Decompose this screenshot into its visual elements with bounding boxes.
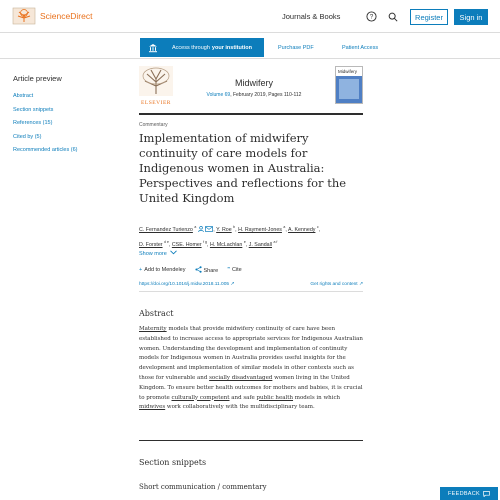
elsevier-tree-icon (139, 66, 173, 96)
show-more-label: Show more (139, 251, 167, 257)
elsevier-wordmark: ELSEVIER (141, 100, 171, 106)
journal-meta-rest: , February 2019, Pages 110-112 (230, 92, 302, 98)
feedback-button[interactable] (440, 487, 498, 500)
article-outline-sidebar (13, 74, 123, 160)
author-link[interactable]: J. Sandall (248, 241, 272, 248)
patient-access-link[interactable]: Patient Access (342, 45, 379, 51)
term-link[interactable]: Maternity (139, 326, 167, 332)
author-list: C. Fernandez Turienzo $^a$ , Y. Roe $^b$, H. Rayment-Jones $^a$, A. Kennedy $^c$, D. Forster $^{d e}$, CSE. Homer $^{f g}$, H. McLachlan $^e$, J. Sandall $^{a f}$ (139, 225, 321, 248)
doi-text: https://doi.org/10.1016/j.midw.2018.11.005 (139, 282, 230, 287)
author-affiliation: c (316, 225, 319, 229)
author-affiliation: b (233, 225, 236, 229)
chat-bubble-icon (483, 491, 490, 497)
share-label: Share (203, 268, 219, 274)
author-link[interactable]: D. Forster (139, 241, 163, 248)
share-icon (195, 266, 202, 273)
author-affiliation: a (194, 225, 197, 229)
elsevier-tree-logo-icon[interactable] (12, 7, 36, 25)
journal-cover-image[interactable] (335, 66, 363, 104)
author-link[interactable]: H. McLachlan (209, 241, 243, 248)
register-button[interactable]: Register (410, 9, 448, 25)
access-bar (0, 36, 500, 59)
rights-text: Get rights and content (310, 282, 358, 287)
sign-in-button[interactable]: Sign in (454, 9, 488, 25)
term-link[interactable]: public health (256, 394, 294, 401)
term-link[interactable]: midwives (139, 404, 166, 411)
chevron-down-icon (170, 250, 177, 255)
rights-link[interactable] (310, 282, 363, 287)
doi-link[interactable] (139, 282, 234, 287)
author-link[interactable]: CSE. Homer (171, 241, 202, 248)
article-type-label: Commentary (139, 122, 168, 128)
cite-button[interactable] (227, 267, 242, 273)
article-actions (139, 266, 242, 274)
external-link-icon: ↗ (358, 282, 363, 287)
email-icon[interactable] (205, 226, 213, 232)
header-divider (139, 113, 363, 115)
doi-row (139, 279, 363, 292)
journal-name-link[interactable]: Midwifery (234, 78, 273, 88)
elsevier-publisher-logo[interactable] (139, 66, 173, 104)
author-link[interactable]: A. Kennedy (288, 226, 316, 233)
section-snippets-heading: Section snippets (139, 458, 207, 467)
cite-label: Cite (231, 267, 242, 273)
sidebar-item-recommended-articles[interactable]: Recommended articles (6) (13, 147, 78, 153)
author-affiliation: f g (203, 239, 207, 244)
author-affiliation: a f (273, 239, 278, 244)
journal-cover-art (339, 79, 359, 99)
sidebar-item-cited-by[interactable]: Cited by (5) (13, 133, 42, 140)
person-icon[interactable] (198, 226, 204, 232)
sidebar-item-section-snippets[interactable]: Section snippets (13, 106, 54, 113)
search-icon[interactable] (386, 10, 399, 23)
abstract-text (139, 325, 365, 413)
purchase-pdf-link[interactable]: Purchase PDF (278, 45, 314, 51)
svg-text:?: ? (369, 13, 374, 21)
institution-icon (148, 43, 158, 53)
add-to-mendeley-button[interactable] (139, 267, 186, 273)
sciencedirect-brand-link[interactable]: ScienceDirect (40, 11, 93, 21)
show-more-toggle[interactable] (139, 250, 177, 257)
top-header (0, 0, 500, 33)
abstract-segment: models that provide midwifery continuity of care have been established to increase access to appropriate services for Indigenous Australian women. Understanding the development and implementation of continuity models for Indigenous women in Australia provides useful insights for the development and implementation of similar models in other contexts such as those for vulnerable and (139, 326, 363, 381)
author-link[interactable]: H. Rayment-Jones (238, 226, 282, 233)
abstract-segment: and safe (229, 394, 257, 401)
access-bold-text: your institution (211, 44, 252, 51)
quote-icon: ” (227, 267, 230, 273)
external-link-icon: ↗ (230, 282, 235, 287)
author-affiliation: d e (164, 239, 169, 244)
article-title: Implementation of midwifery continuity of care models for Indigenous women in Australia: Perspectives and reflections for the United Kingdom (139, 131, 347, 205)
abstract-segment: women living in the United Kingdom. To ensure better health outcomes for mothers and babies, it is crucial to promote (139, 374, 363, 401)
term-link[interactable]: culturally competent (171, 394, 230, 401)
share-button[interactable] (195, 266, 219, 274)
author-affiliation: e (243, 239, 246, 244)
access-through-institution-button[interactable] (140, 38, 264, 57)
short-communication-heading: Short communication / commentary (139, 483, 267, 491)
help-icon[interactable] (365, 10, 378, 23)
abstract-segment: work collaboratively with the multidisciplinary team. (165, 404, 315, 411)
plus-icon: + (139, 267, 143, 273)
term-link[interactable]: socially disadvantaged (209, 374, 273, 381)
add-to-mendeley-label: Add to Mendeley (144, 267, 186, 273)
sidebar-item-references[interactable]: References (15) (13, 120, 53, 126)
author-link[interactable]: C. Fernandez Turienzo (139, 226, 193, 233)
journal-cover-title: Midwifery (336, 67, 362, 76)
abstract-heading: Abstract (139, 309, 174, 318)
sidebar-title: Article preview (13, 74, 62, 83)
volume-link[interactable]: Volume 69 (206, 92, 231, 98)
sidebar-item-abstract[interactable]: Abstract (13, 93, 34, 99)
access-prefix-text: Access through (172, 44, 210, 51)
abstract-segment: models in which (293, 394, 341, 401)
feedback-label: FEEDBACK (447, 490, 481, 497)
journal-meta (175, 92, 333, 98)
abstract-divider (139, 440, 363, 441)
author-link[interactable]: Y. Roe (216, 226, 232, 233)
journals-and-books-link[interactable]: Journals & Books (282, 12, 341, 21)
author-affiliation: a (283, 225, 286, 229)
